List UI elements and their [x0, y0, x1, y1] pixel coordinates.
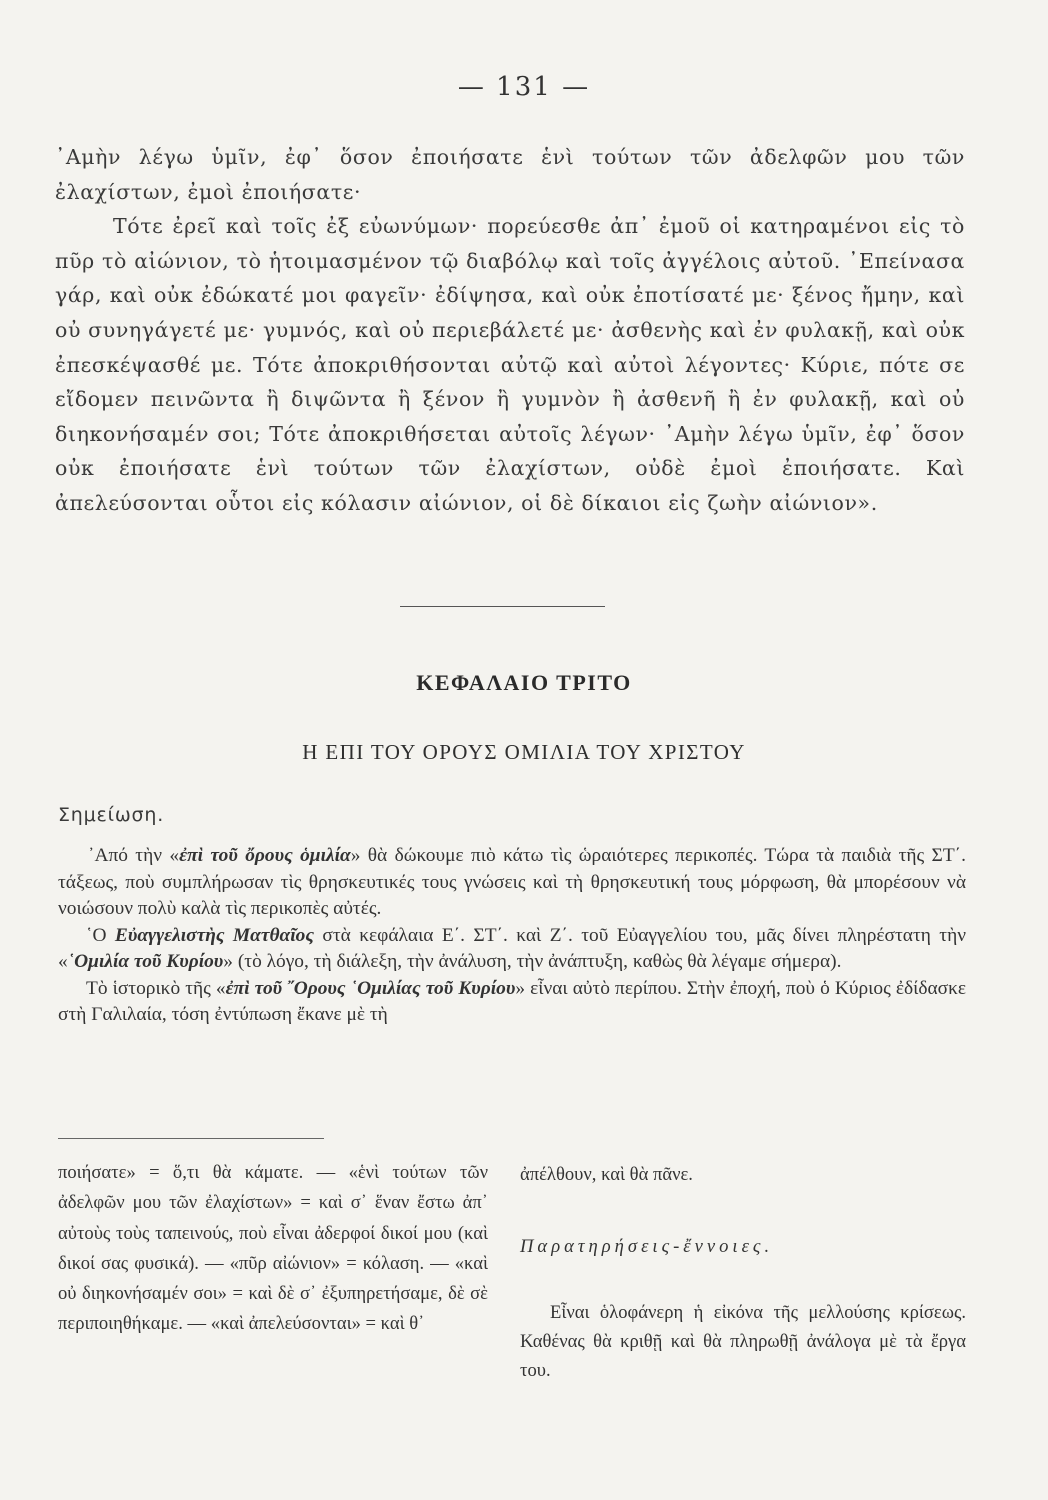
note-text: » (τὸ λόγο, τὴ διάλεξη, τὴν ἀνάλυση, τὴν ἀνάπτυξη, καθὼς θὰ λέγαμε σήμερα).: [223, 951, 842, 972]
note-text: ᾿Από τὴν «: [88, 845, 180, 866]
chapter-subtitle: Η ΕΠΙ ΤΟΥ ΟΡΟΥΣ ΟΜΙΛΙΑ ΤΟΥ ΧΡΙΣΤΟΥ: [302, 740, 746, 764]
note-text: » θὰ δώκουμε πιὸ κάτω τὶς ὡραιότερες περικοπές. Τώρα τὰ παιδιὰ τῆς ΣΤ΄. τάξεως, ποὺ συμπλήρωσαν τὶς θρησκευτικές τους γνώσεις καὶ τὴ θρησκευτική τους μόρφωση, θὰ μπορέσουν νὰ νοιώσουν πολὺ καλὰ τὶς περικοπὲς αὐτές.: [58, 845, 966, 919]
footnote-divider: [58, 1138, 324, 1139]
observations-heading: Παρατηρήσεις-ἔννοιες.: [520, 1236, 774, 1257]
note-emphasis: ῾Ομιλία τοῦ Κυρίου: [67, 951, 224, 972]
note-text: » εἶναι αὐτὸ περίπου. Στὴν ἐποχή, ποὺ ὁ Κύριος ἐδίδασκε στὴ Γαλιλαία, τόση ἐντύπωση ἔκανε μὲ τὴ: [58, 977, 967, 1025]
scripture-passage: [55, 140, 965, 521]
scripture-paragraph-1: ᾿Αμὴν λέγω ὑμῖν, ἐφ᾿ ὅσον ἐποιήσατε ἑνὶ τούτων τῶν ἀδελφῶν μου τῶν ἐλαχίστων, ἐμοὶ ἐποιήσατε·: [55, 145, 965, 204]
observations-text: Εἶναι ὁλοφάνερη ἡ εἰκόνα τῆς μελλούσης κρίσεως. Καθένας θὰ κριθῇ καὶ θὰ πληρωθῇ ἀνάλογα μὲ τὰ ἔργα του.: [520, 1302, 966, 1381]
note-emphasis: Εὐαγγελιστὴς Ματθαῖος: [114, 924, 314, 946]
note-emphasis: ἐπὶ τοῦ ὄρους ὁμιλία: [179, 845, 351, 866]
page-number: — 131 —: [457, 72, 591, 102]
note-label: Σημείωση.: [58, 804, 165, 826]
section-divider: [400, 606, 605, 607]
note-text: ῾Ο: [86, 924, 115, 946]
note-emphasis: ἐπὶ τοῦ ῎Ορους ῾Ομιλίας τοῦ Κυρίου: [225, 977, 516, 999]
footnotes-left-column: ποιήσατε» = ὅ,τι θὰ κάματε. — «ἑνὶ τούτων τῶν ἀδελφῶν μου τῶν ἐλαχίστων» = καὶ σ᾿ ἕναν ἔστω ἀπ᾿ αὐτοὺς τοὺς ταπεινούς, ποὺ εἶναι ἀδερφοί δικοί μου (καὶ δικοί σας φυσικά). — «πῦρ αἰώνιον» = κόλαση. — «καὶ οὐ διηκονήσαμέν σοι» = καὶ δὲ σ᾿ ἐξυπηρετήσαμε, δὲ σὲ περιποιηθήκαμε. — «καὶ ἀπελεύσονται» = καὶ θ᾿: [58, 1162, 488, 1335]
footnotes-right-column: [520, 1160, 966, 1385]
note-paragraph-2: [58, 923, 966, 976]
note-body: [58, 843, 966, 1029]
footnote-continuation: ἀπέλθουν, καὶ θὰ πᾶνε.: [520, 1164, 693, 1185]
note-text: Τὸ ἱστορικὸ τῆς «: [86, 977, 226, 999]
note-paragraph-1: [58, 843, 966, 923]
chapter-title: ΚΕΦΑΛΑΙΟ ΤΡΙΤΟ: [416, 670, 632, 695]
note-text: στὰ κεφάλαια Ε΄. ΣΤ΄. καὶ Ζ΄. τοῦ Εὐαγγελίου του, μᾶς δίνει πληρέστατη τὴν «: [58, 924, 967, 972]
note-paragraph-3: [58, 976, 966, 1029]
scripture-paragraph-2: Τότε ἐρεῖ καὶ τοῖς ἐξ εὐωνύμων· πορεύεσθε ἀπ᾿ ἐμοῦ οἱ κατηραμένοι εἰς τὸ πῦρ τὸ αἰώνιον, τὸ ἡτοιμασμένον τῷ διαβόλῳ καὶ τοῖς ἀγγέλοις αὐτοῦ. ᾿Επείνασα γάρ, καὶ οὐκ ἐδώκατέ μοι φαγεῖν· ἐδίψησα, καὶ οὐκ ἐποτίσατέ με· ξένος ἤμην, καὶ οὐ συνηγάγετέ με· γυμνός, καὶ οὐ περιεβάλετέ με· ἀσθενὴς καὶ ἐν φυλακῇ, καὶ οὐκ ἐπεσκέψασθέ με. Τότε ἀποκριθήσονται αὐτῷ καὶ αὐτοὶ λέγοντες· Κύριε, πότε σε εἴδομεν πεινῶντα ἢ διψῶντα ἢ ξένον ἢ γυμνὸν ἢ ἀσθενῆ ἢ ἐν φυλακῇ, καὶ οὐ διηκονήσαμέν σοι; Τότε ἀποκριθήσεται αὐτοῖς λέγων· ᾿Αμὴν λέγω ὑμῖν, ἐφ᾿ ὅσον οὐκ ἐποιήσατε ἑνὶ τούτων τῶν ἐλαχίστων, οὐδὲ ἐμοὶ ἐποιήσατε. Καὶ ἀπελεύσονται οὗτοι εἰς κόλασιν αἰώνιον, οἱ δὲ δίκαιοι εἰς ζωὴν αἰώνιον».: [55, 214, 965, 515]
